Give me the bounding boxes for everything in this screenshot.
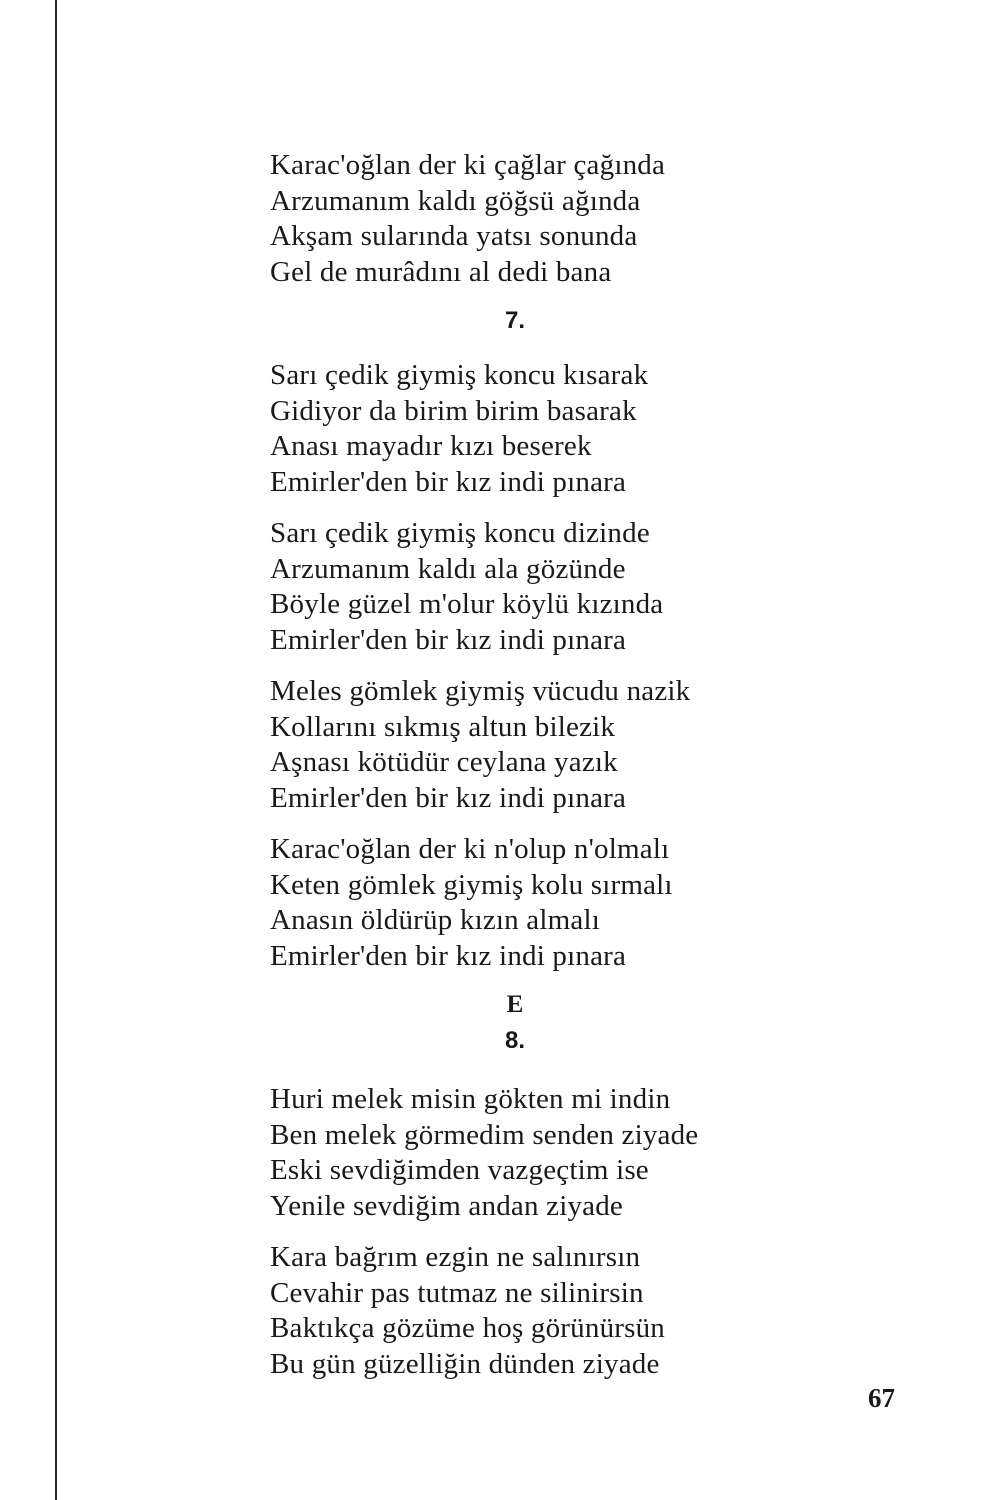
stanza (270, 358, 890, 500)
verse-line: Arzumanım kaldı göğsü ağında (270, 184, 641, 217)
verse-line: Baktıkça gözüme hoş görünürsün (270, 1312, 666, 1344)
section-letter-e: E (506, 991, 524, 1018)
page-number: 67 (868, 1383, 895, 1413)
verse-line: Bu gün güzelliğin dünden ziyade (270, 1347, 660, 1380)
stanza (270, 832, 890, 974)
verse-line: Arzumanım kaldı ala gözünde (270, 552, 626, 585)
verse-line: Sarı çedik giymiş koncu dizinde (270, 517, 650, 549)
verse-line: Gel de murâdını al dedi bana (270, 255, 612, 288)
verse-line: Kara bağrım ezgin ne salınırsın (270, 1241, 641, 1273)
verse-line: Eski sevdiğimden vazgeçtim ise (270, 1154, 649, 1186)
poem-number-7: 7. (504, 307, 525, 334)
verse-line: Ben melek görmedim senden ziyade (270, 1118, 699, 1151)
page-gutter-line (55, 0, 57, 1500)
verse-line: Keten gömlek giymiş kolu sırmalı (270, 868, 673, 901)
poem-number-8: 8. (504, 1027, 525, 1054)
stanza (270, 516, 890, 658)
verse-line: Cevahir pas tutmaz ne silinirsin (270, 1276, 644, 1309)
verse-line: Anasın öldürüp kızın almalı (270, 904, 600, 936)
verse-line: Anası mayadır kızı beserek (270, 430, 592, 462)
verse-line: Emirler'den bir kız indi pınara (270, 465, 627, 498)
verse-line: Meles gömlek giymiş vücudu nazik (270, 675, 691, 707)
verse-line: Emirler'den bir kız indi pınara (270, 781, 627, 814)
verse-line: Aşnası kötüdür ceylana yazık (270, 746, 618, 778)
verse-line: Gidiyor da birim birim basarak (270, 394, 637, 427)
verse-line: Emirler'den bir kız indi pınara (270, 623, 627, 656)
verse-line: Böyle güzel m'olur köylü kızında (270, 588, 664, 620)
stanza (270, 1082, 890, 1224)
verse-line: Karac'oğlan der ki çağlar çağında (270, 149, 666, 181)
poem-page (270, 148, 890, 1398)
verse-line: Sarı çedik giymiş koncu kısarak (270, 359, 649, 391)
verse-line: Akşam sularında yatsı sonunda (270, 220, 638, 252)
verse-line: Karac'oğlan der ki n'olup n'olmalı (270, 833, 670, 865)
stanza (270, 148, 890, 290)
verse-line: Yenile sevdiğim andan ziyade (270, 1189, 623, 1222)
stanza (270, 1240, 890, 1382)
verse-line: Huri melek misin gökten mi indin (270, 1083, 671, 1115)
verse-line: Emirler'den bir kız indi pınara (270, 939, 627, 972)
stanza (270, 674, 890, 816)
verse-line: Kollarını sıkmış altun bilezik (270, 710, 616, 743)
